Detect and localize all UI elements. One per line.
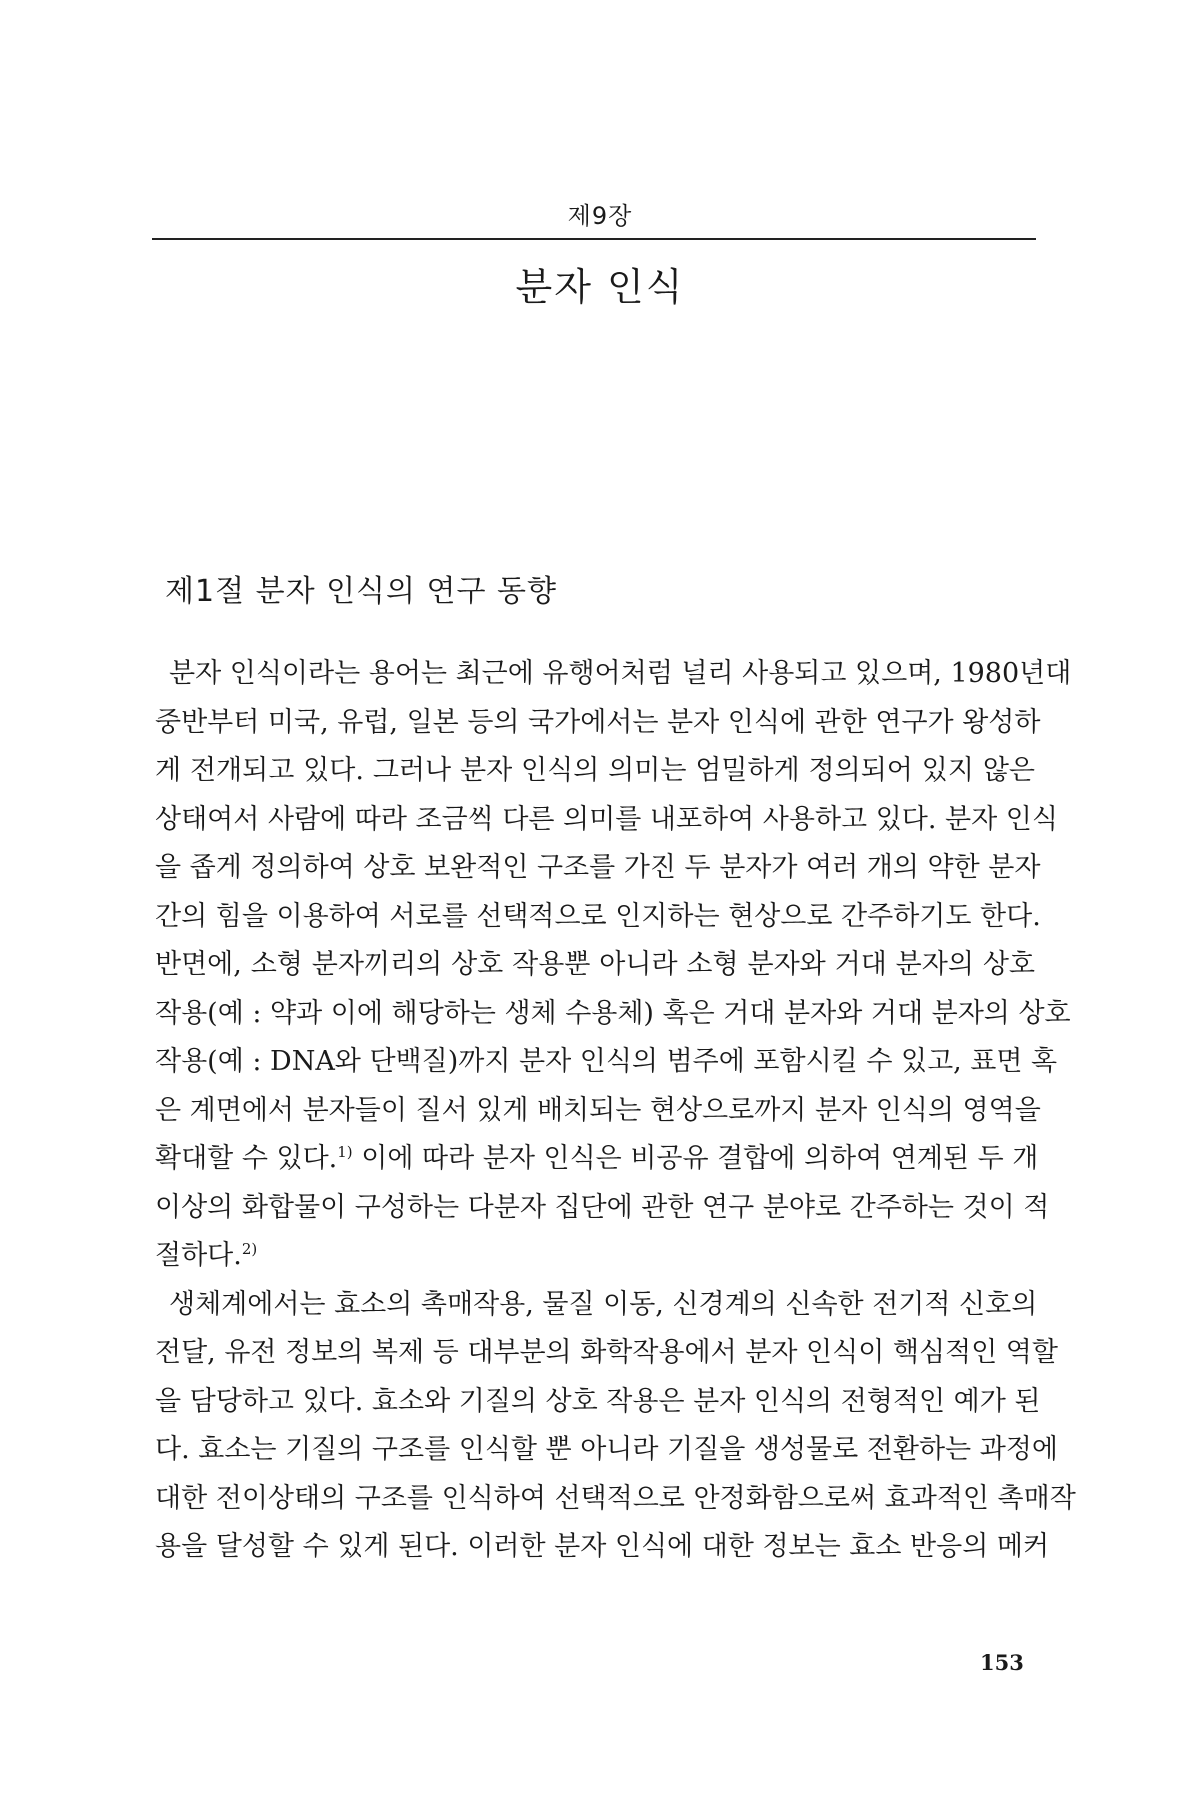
- text-line: [155, 1135, 1039, 1184]
- text-line: 용을 달성할 수 있게 된다. 이러한 분자 인식에 대한 정보는 효소 반응의 메커: [155, 1531, 1050, 1562]
- text-line: 을 좁게 정의하여 상호 보완적인 구조를 가진 두 분자가 여러 개의 약한 분자: [155, 852, 1041, 883]
- chapter-divider: [152, 238, 1036, 240]
- paragraph-1: [155, 650, 1072, 1281]
- text-line: 생체계에서는 효소의 촉매작용, 물질 이동, 신경계의 신속한 전기적 신호의: [169, 1288, 1038, 1320]
- paragraph-2: [155, 1281, 1076, 1572]
- text-segment: 확대할 수 있다.: [155, 1143, 338, 1174]
- text-line: 이상의 화합물이 구성하는 다분자 집단에 관한 연구 분야로 간주하는 것이 적: [155, 1191, 1050, 1223]
- section-heading: 제1절 분자 인식의 연구 동향: [165, 574, 558, 609]
- text-line: 을 담당하고 있다. 효소와 기질의 상호 작용은 분자 인식의 전형적인 예가 된: [155, 1385, 1041, 1417]
- chapter-title: 분자 인식: [515, 265, 685, 309]
- text-line: 중반부터 미국, 유럽, 일본 등의 국가에서는 분자 인식에 관한 연구가 왕성하: [155, 706, 1041, 738]
- text-line: 상태여서 사람에 따라 조금씩 다른 의미를 내포하여 사용하고 있다. 분자 인식: [155, 803, 1058, 835]
- page-number: 153: [980, 1650, 1024, 1675]
- text-segment: 이에 따라 분자 인식은 비공유 결합에 의하여 연계된 두 개: [361, 1143, 1039, 1174]
- text-line: 간의 힘을 이용하여 서로를 선택적으로 인지하는 현상으로 간주하기도 한다.: [155, 900, 1041, 932]
- text-line: [155, 1232, 1035, 1281]
- text-line: 반면에, 소형 분자끼리의 상호 작용뿐 아니라 소형 분자와 거대 분자의 상호: [155, 949, 1035, 980]
- text-line: 다. 효소는 기질의 구조를 인식할 뿐 아니라 기질을 생성물로 전환하는 과정에: [155, 1434, 1058, 1465]
- text-line: 전달, 유전 정보의 복제 등 대부분의 화학작용에서 분자 인식이 핵심적인 역할: [155, 1337, 1058, 1368]
- chapter-number: 제9장: [567, 202, 633, 230]
- footnote-marker: 2): [241, 1240, 258, 1258]
- text-line: 대한 전이상태의 구조를 인식하여 선택적으로 안정화함으로써 효과적인 촉매작: [155, 1482, 1076, 1514]
- text-segment: 절하다.: [155, 1240, 242, 1271]
- text-line: 작용(예 : DNA와 단백질)까지 분자 인식의 범주에 포함시킬 수 있고, 표면 혹: [155, 1046, 1058, 1077]
- text-line: 분자 인식이라는 용어는 최근에 유행어처럼 널리 사용되고 있으며, 1980년대: [169, 658, 1072, 689]
- text-line: 작용(예 : 약과 이에 해당하는 생체 수용체) 혹은 거대 분자와 거대 분자의 상호: [155, 997, 1071, 1029]
- text-line: 게 전개되고 있다. 그러나 분자 인식의 의미는 엄밀하게 정의되어 있지 않은: [155, 755, 1035, 786]
- text-line: 은 계면에서 분자들이 질서 있게 배치되는 현상으로까지 분자 인식의 영역을: [155, 1094, 1041, 1126]
- footnote-marker: 1): [337, 1143, 353, 1161]
- body-text: [155, 650, 1076, 1572]
